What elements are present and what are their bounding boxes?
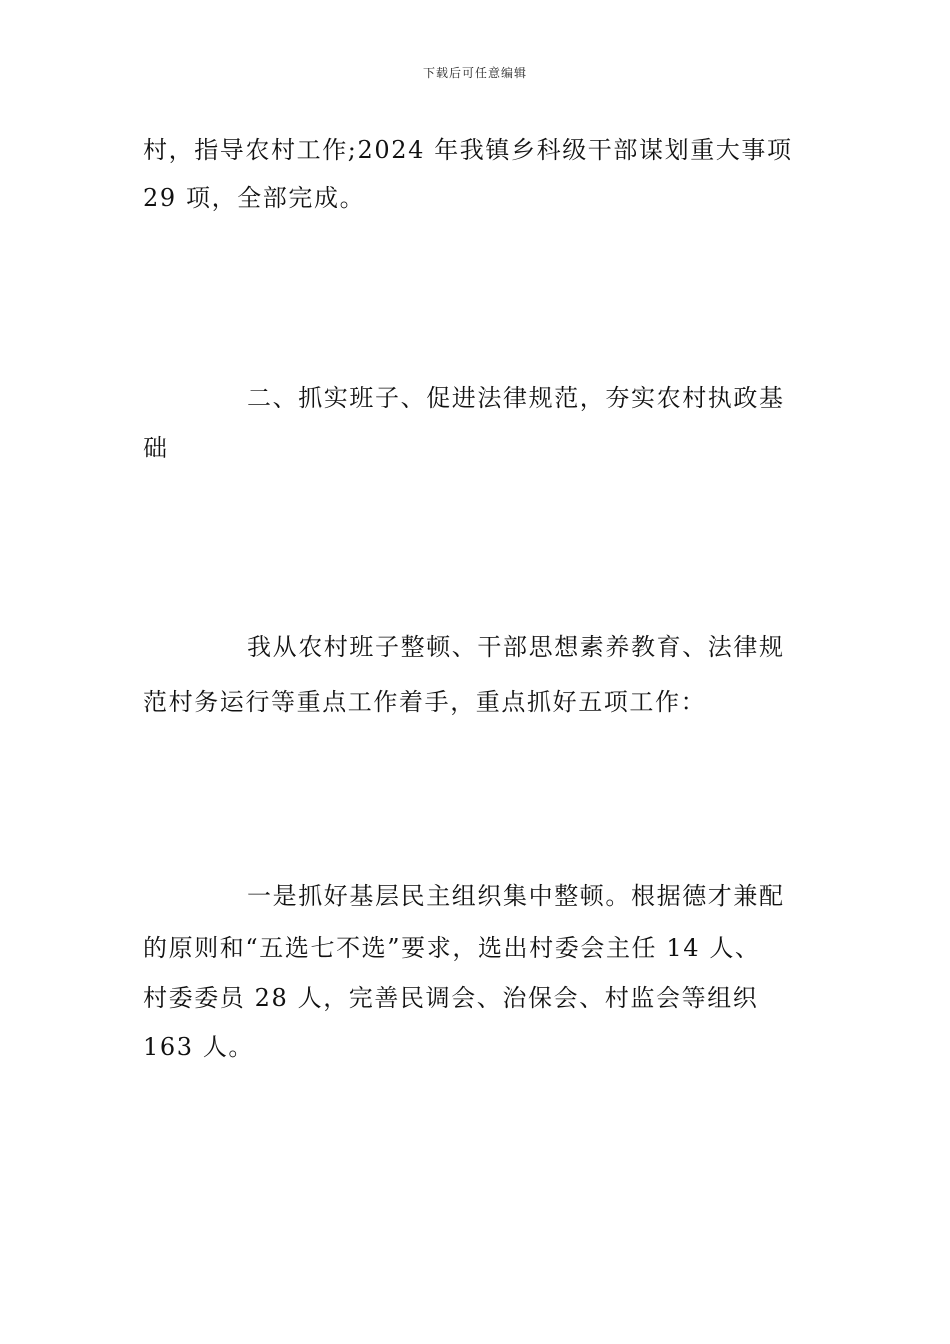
page-header: 下载后可任意编辑 <box>422 66 527 80</box>
paragraph-1-line-1: 村，指导农村工作;2024 年我镇乡科级干部谋划重大事项 <box>143 136 793 164</box>
paragraph-1-line-2: 29 项，全部完成。 <box>143 184 366 212</box>
paragraph-4-line-4: 163 人。 <box>143 1033 255 1061</box>
section-heading-line-2: 础 <box>143 434 169 462</box>
paragraph-4-line-3: 村委委员 28 人，完善民调会、治保会、村监会等组织 <box>143 984 759 1012</box>
paragraph-4-line-2: 的原则和“五选七不选”要求，选出村委会主任 14 人、 <box>143 934 761 962</box>
paragraph-4-line-1: 一是抓好基层民主组织集中整顿。根据德才兼配 <box>247 882 785 910</box>
section-heading-line-1: 二、抓实班子、促进法律规范，夯实农村执政基 <box>247 384 785 412</box>
paragraph-3-line-1: 我从农村班子整顿、干部思想素养教育、法律规 <box>247 633 785 661</box>
paragraph-3-line-2: 范村务运行等重点工作着手，重点抓好五项工作： <box>143 688 707 716</box>
